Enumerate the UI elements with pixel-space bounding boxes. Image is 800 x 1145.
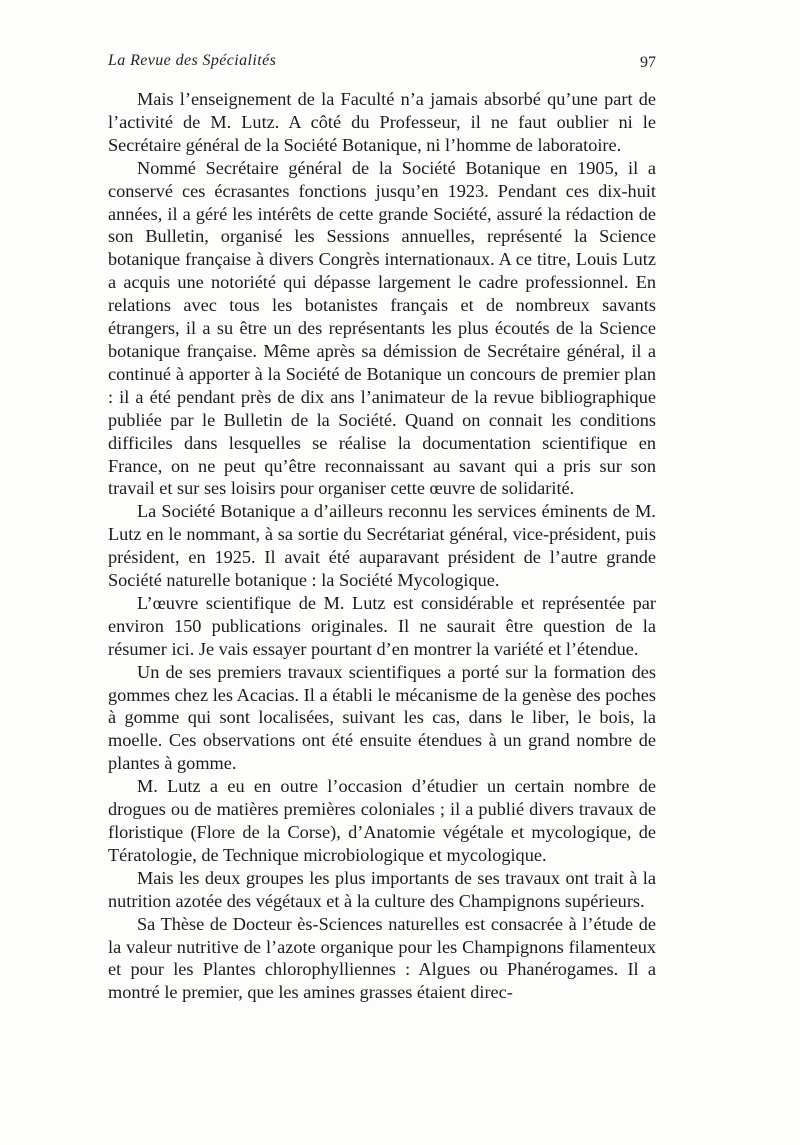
paragraph-secretary-general: Nommé Secrétaire général de la Société Botanique en 1905, il a conservé ces écrasantes fonctions jusqu’en 1923. Pendant ces dix-huit années, il a géré les intérêts de cette grande Société, assuré la rédaction de son Bulletin, organisé les Sessions annuelles, représenté la Science botanique française à divers Congrès internationaux. A ce titre, Louis Lutz a acquis une notoriété qui dépasse largement le cadre professionnel. En relations avec tous les botanistes français et de nombreux savants étrangers, il a su être un des représentants les plus écoutés de la Science botanique française. Même après sa démission de Secrétaire général, il a continué à apporter à la Société de Botanique un concours de premier plan : il a été pendant près de dix ans l’animateur de la revue bibliographique publiée par le Bulletin de la Société. Quand on connait les conditions difficiles dans lesquelles se réalise la documentation scientifique en France, on ne peut qu’être reconnaissant au savant qui a pris sur son travail et sur ses loisirs pour organiser cette œuvre de solidarité. [108, 157, 656, 499]
body-text [108, 88, 656, 1004]
paragraph-laboratory: Mais l’enseignement de la Faculté n’a jamais absorbé qu’une part de l’activité de M. Lutz. A côté du Professeur, il ne faut oublier ni le Secrétaire général de la Société Botanique, ni l’homme de laboratoire. [108, 89, 656, 155]
paragraph-gums: Un de ses premiers travaux scientifiques a porté sur la formation des gommes chez les Acacias. Il a établi le mécanisme de la genèse des poches à gomme qui sont localisées, suivant les cas, dans le liber, le bois, la moelle. Ces observations ont été ensuite étendues à un grand nombre de plantes à gomme. [108, 661, 656, 774]
running-header [108, 52, 656, 76]
paragraph-colonial-drugs: M. Lutz a eu en outre l’occasion d’étudier un certain nombre de drogues ou de matières premières coloniales ; il a publié divers travaux de floristique (Flore de la Corse), d’Anatomie végétale et mycologique, de Tératologie, de Technique microbiologique et mycologique. [108, 776, 656, 865]
paragraph-thesis: Sa Thèse de Docteur ès-Sciences naturelles est consacrée à l’étude de la valeur nutritive de l’azote organique pour les Champignons filamenteux et pour les Plantes chlorophylliennes : Algues ou Phanérogames. Il a montré le premier, que les amines grasses étaient direc- [108, 913, 656, 1003]
page-number: 97 [640, 54, 656, 71]
paragraph-scientific-work: L’œuvre scientifique de M. Lutz est considérable et représentée par environ 150 publications originales. Il ne saurait être question de la résumer ici. Je vais essayer pourtant d’en montrer la variété et l’étendue. [108, 592, 656, 659]
paragraph-president: La Société Botanique a d’ailleurs reconnu les services éminents de M. Lutz en le nommant, à sa sortie du Secrétariat général, vice-président, puis président, en 1925. Il avait été auparavant président de l’autre grande Société naturelle botanique : la Société Mycologique. [108, 501, 656, 591]
journal-title: La Revue des Spécialités [108, 52, 277, 69]
paragraph-main-research: Mais les deux groupes les plus importants de ses travaux ont trait à la nutrition azotée des végétaux et à la culture des Champignons supérieurs. [108, 867, 656, 911]
